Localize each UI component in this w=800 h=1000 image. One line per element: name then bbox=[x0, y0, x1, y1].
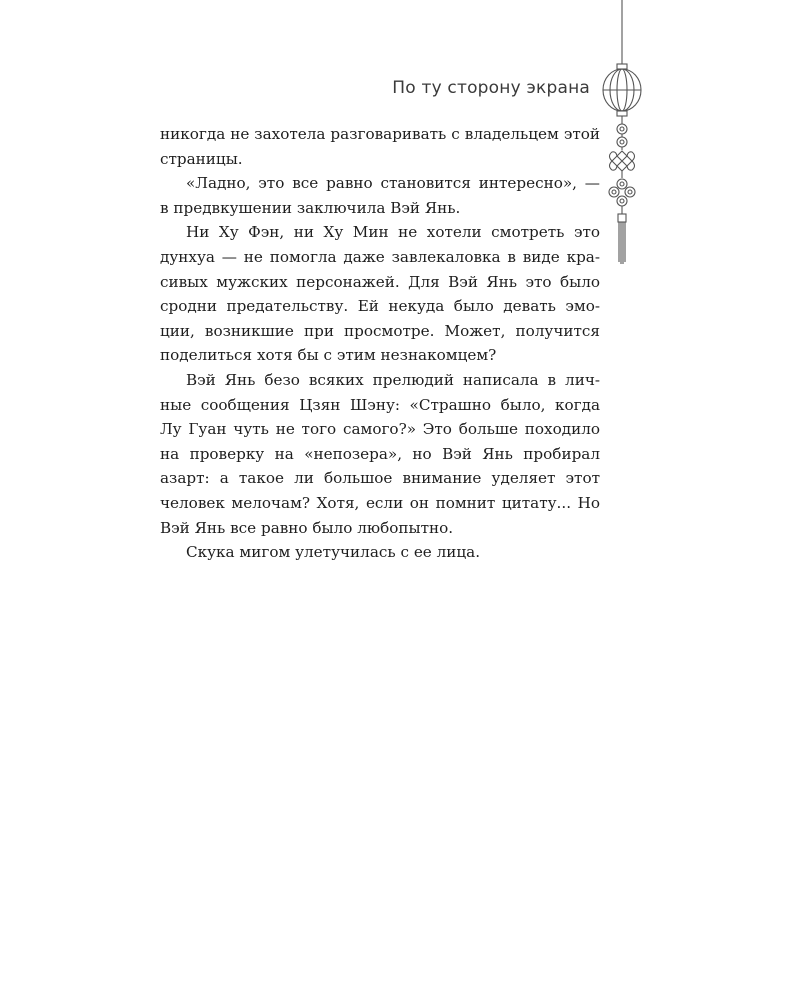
text-line: сивых мужских персонажей. Для Вэй Янь это было bbox=[160, 272, 600, 291]
text-line: азарт: а такое ли большое внимание уделяет этот bbox=[160, 469, 600, 488]
text-line: Вэй Янь все равно было любопытно. bbox=[160, 518, 454, 537]
text-line: дунхуа — не помогла даже завлекаловка в виде кра- bbox=[160, 247, 600, 266]
text-line: в предвкушении заключила Вэй Янь. bbox=[160, 198, 461, 217]
text-line: ции, возникшие при просмотре. Может, получится bbox=[160, 321, 600, 340]
text-line: «Ладно, это все равно становится интересно», — bbox=[186, 174, 600, 193]
text-line: Ни Ху Фэн, ни Ху Мин не хотели смотреть это bbox=[186, 223, 600, 242]
text-line: человек мелочам? Хотя, если он помнит цитату... Но bbox=[160, 493, 600, 512]
text-line: Вэй Янь безо всяких прелюдий написала в лич- bbox=[186, 370, 600, 389]
text-line: Скука мигом улетучилась с ее лица. bbox=[186, 543, 481, 562]
running-header: По ту сторону экрана bbox=[392, 78, 590, 98]
text-line: никогда не захотела разговаривать с владельцем этой bbox=[160, 125, 600, 143]
text-line: Лу Гуан чуть не того самого?» Это больше походило bbox=[160, 420, 600, 439]
text-line: страницы. bbox=[160, 149, 243, 168]
text-line: ные сообщения Цзян Шэну: «Страшно было, когда bbox=[160, 395, 600, 414]
text-line: сродни предательству. Ей некуда было девать эмо- bbox=[160, 297, 600, 316]
text-line: на проверку на «непозера», но Вэй Янь пробирал bbox=[160, 444, 600, 463]
text-line: поделиться хотя бы с этим незнакомцем? bbox=[160, 346, 497, 365]
body-text bbox=[160, 122, 600, 565]
